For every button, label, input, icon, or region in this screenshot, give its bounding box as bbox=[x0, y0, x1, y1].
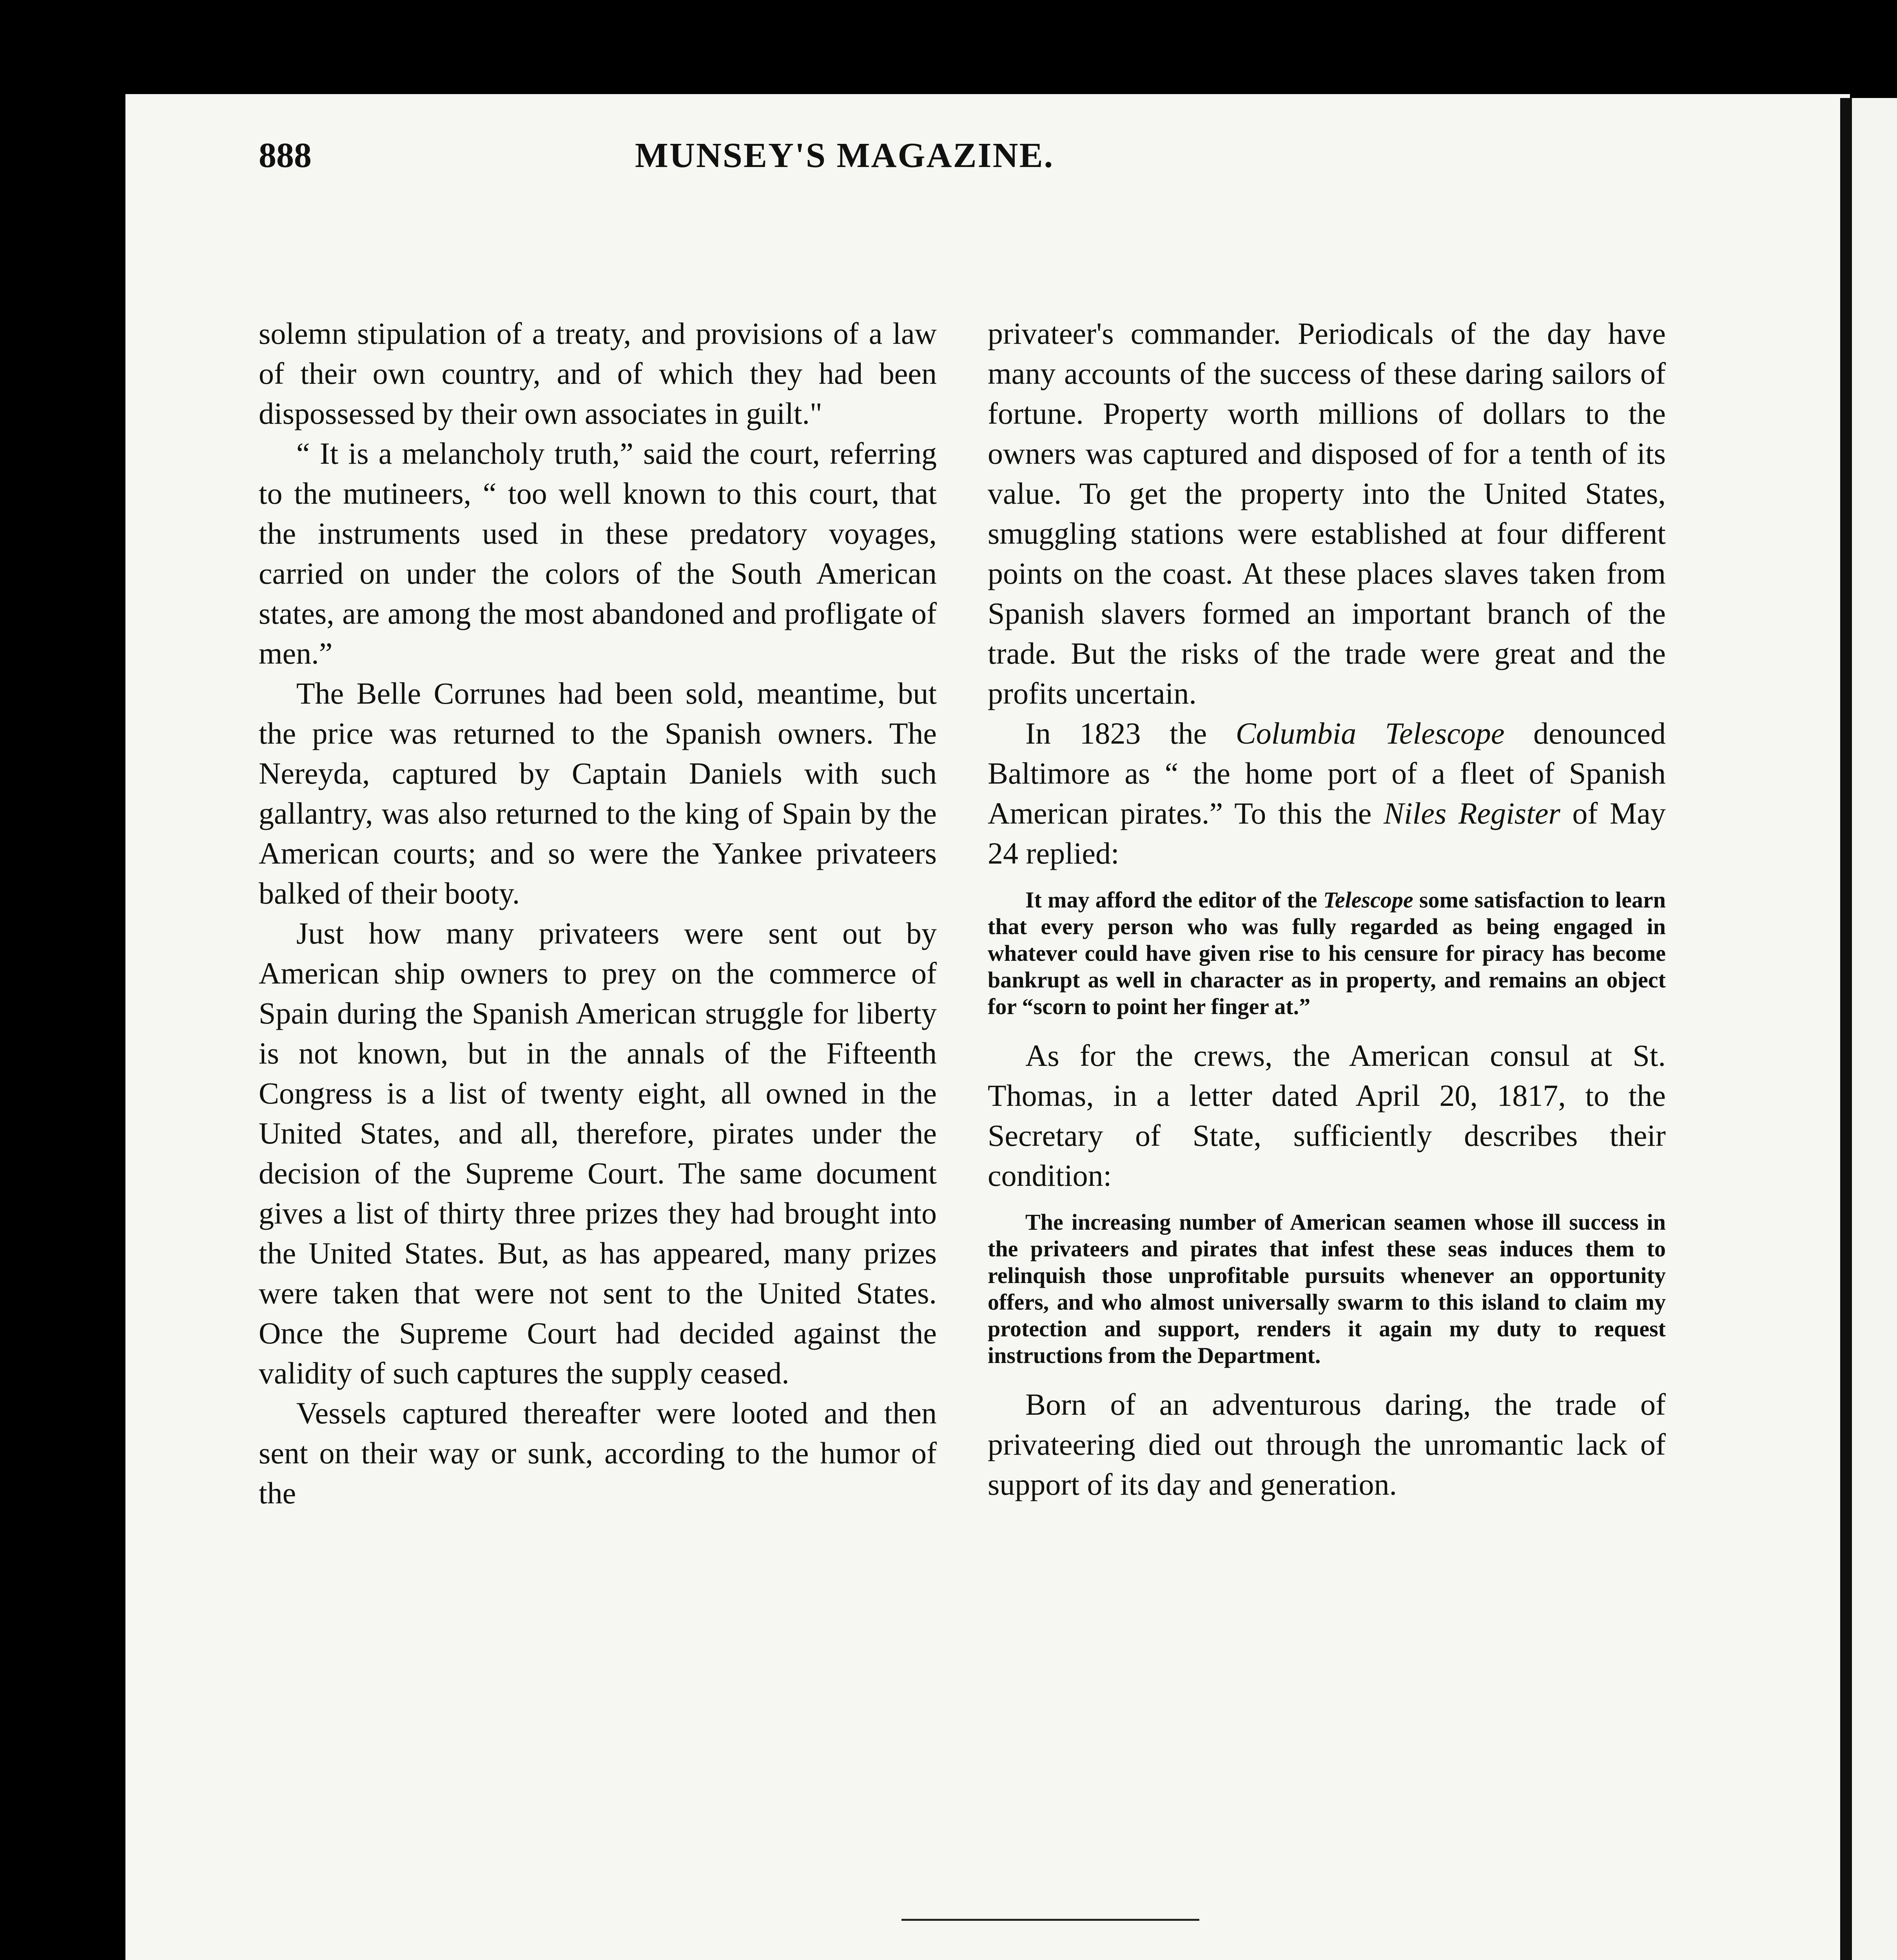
page-number: 888 bbox=[259, 136, 312, 175]
paragraph: Born of an adventurous daring, the trade of privateering died out through the unromantic lack of support of its day and generation. bbox=[988, 1387, 1666, 1501]
paragraph: Just how many privateers were sent out by American ship owners to prey on the commerce of Spain during the Spanish American struggle for liberty is not known, but in the annals of the Fifteenth Congress is a list of twenty eight, all owned in the United States, and all, therefore, pirates under the decision of the Supreme Court. The same document gives a list of thirty three prizes they had brought into the United States. But, as has appeared, many prizes were taken that were not sent to the United States. Once the Supreme Court had decided against the validity of such captures the supply ceased. bbox=[259, 916, 937, 1390]
publication-name: Columbia Telescope bbox=[1235, 716, 1505, 750]
section-divider bbox=[901, 1919, 1199, 1921]
right-column bbox=[988, 314, 1666, 1504]
paragraph: “ It is a melancholy truth,” said the court, referring to the mutineers, “ too well known to this court, that the instruments used in these predatory voyages, carried on under the colors of the South American states, are among the most abandoned and profligate of men.” bbox=[259, 436, 937, 670]
paragraph: privateer's commander. Periodicals of the day have many accounts of the success of these daring sailors of fortune. Property worth millions of dollars to the owners was captured and disposed of for a tenth of its value. To get the property into the United States, smuggling stations were established at four different points on the coast. At these places slaves taken from Spanish slavers formed an important branch of the trade. But the risks of the trade were great and the profits uncertain. bbox=[988, 316, 1666, 710]
block-quote: The increasing number of American seamen whose ill success in the privateers and pirates that infest these seas induces them to relinquish those unprofitable pursuits whenever an opportunity offers, and who almost universally swarm to this island to claim my protection and support, renders it again my duty to request instructions from the Department. bbox=[988, 1209, 1666, 1368]
text-run: In 1823 the bbox=[1025, 716, 1236, 750]
left-column bbox=[259, 314, 937, 1513]
text-run: some satisfaction to learn that every person who was fully regarded as being engaged in whatever could have given rise to his censure for piracy has become bankrupt as well in character as in property, and remains an object for “scorn to point her finger at.” bbox=[988, 887, 1666, 1019]
paragraph bbox=[988, 713, 1666, 873]
block-quote bbox=[988, 887, 1666, 1020]
text-run: denounced Baltimore as “ the home port of a fleet of Spanish American pirates.” To this the bbox=[988, 716, 1666, 830]
magazine-title: MUNSEY'S MAGAZINE. bbox=[635, 136, 1054, 175]
paragraph: Vessels captured thereafter were looted and then sent on their way or sunk, according to the humor of the bbox=[259, 1396, 937, 1510]
scan-gutter bbox=[1840, 98, 1852, 1960]
text-run: of May 24 replied: bbox=[988, 796, 1666, 870]
publication-name: Niles Register bbox=[1384, 796, 1560, 830]
publication-name: Telescope bbox=[1323, 887, 1413, 913]
paragraph: The Belle Corrunes had been sold, meantime, but the price was returned to the Spanish owners. The Nereyda, captured by Captain Daniels with such gallantry, was also returned to the king of Spain by the American courts; and so were the Yankee privateers balked of their booty. bbox=[259, 676, 937, 910]
text-run: It may afford the editor of the bbox=[1025, 887, 1323, 913]
paragraph: solemn stipulation of a treaty, and provisions of a law of their own country, and of which they had been dispossessed by their own associates in guilt." bbox=[259, 316, 937, 430]
paragraph: As for the crews, the American consul at St. Thomas, in a letter dated April 20, 1817, to the Secretary of State, sufficiently describes their condition: bbox=[988, 1038, 1666, 1192]
facing-page-edge bbox=[1852, 98, 1897, 1960]
running-head bbox=[259, 135, 1685, 194]
